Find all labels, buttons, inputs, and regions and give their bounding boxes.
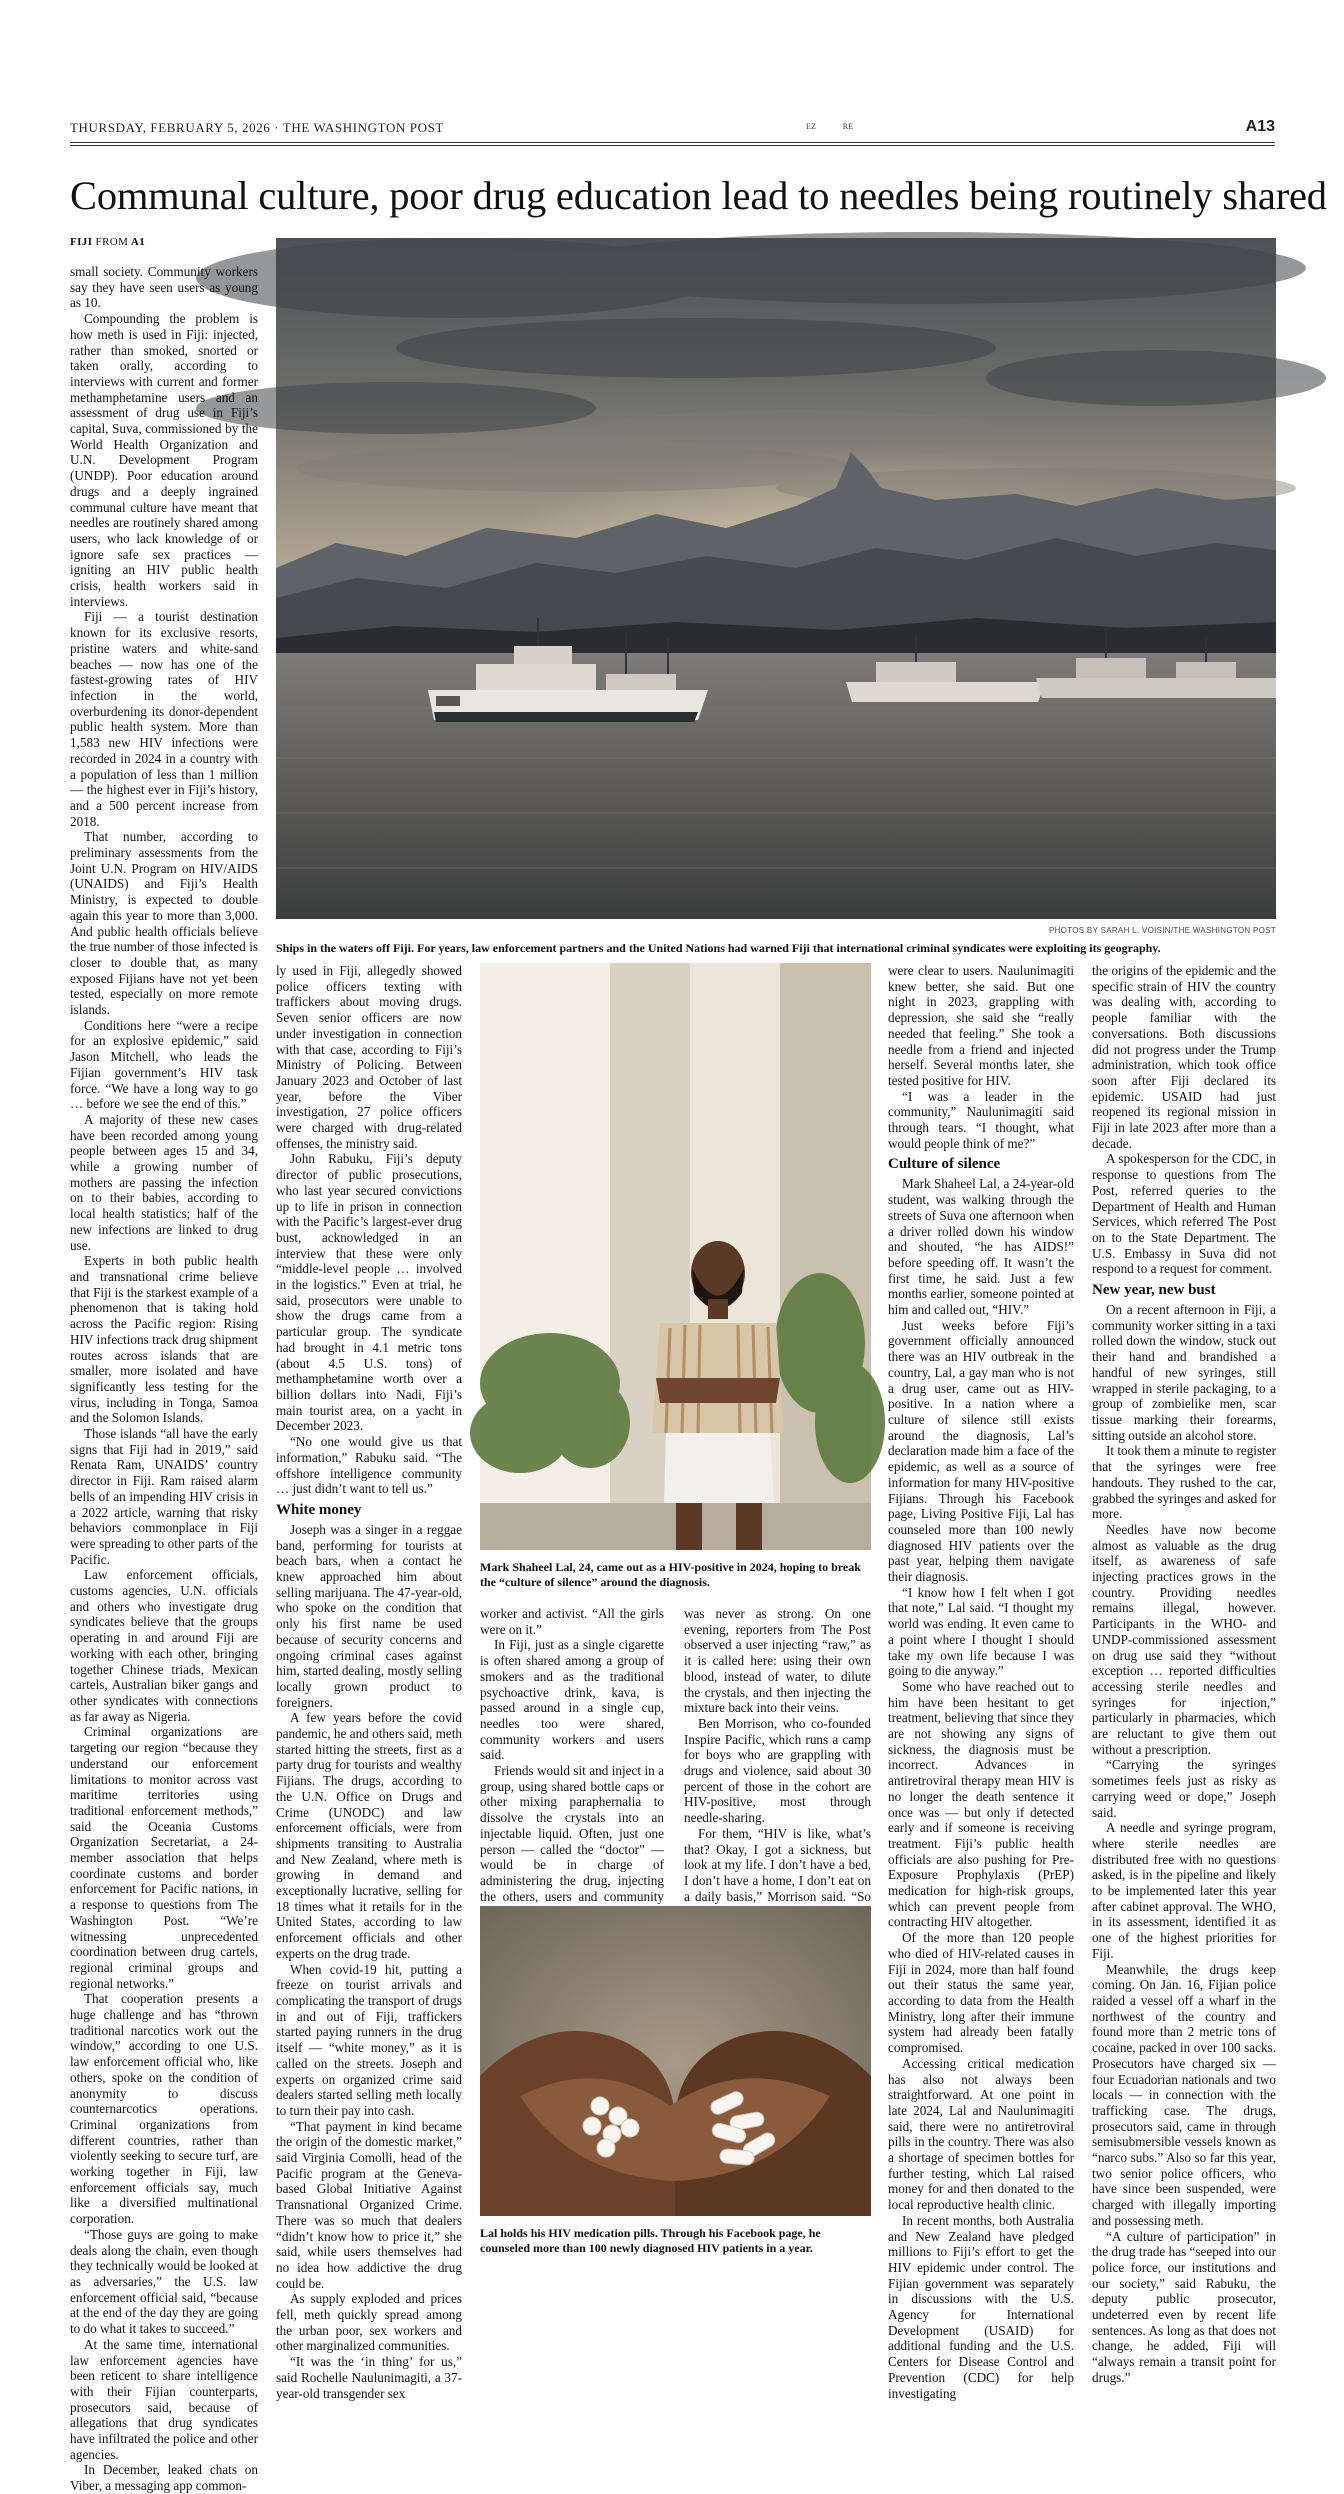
- paragraph: Criminal organizations are targeting our region “because they understand our enforcement limitations to monitor across vast maritime territories using traditional enforcement methods,” said the Oceania Customs Organization Secretariat, a 24-member association that helps coordinate customs and border enforcement for Pacific nations, in a response to questions from The Washington Post. “We’re witnessing unprecedented coordination between drug cartels, regional criminal groups and regional networks.”: [70, 1724, 258, 1991]
- paragraph: A spokesperson for the CDC, in response to questions from The Post, referred queries to the Department of Health and Human Services, which referred The Post on to the State Department. The U.S. Embassy in Suva did not respond to a request for comment.: [1092, 1151, 1276, 1277]
- folio-rule: [70, 145, 1275, 146]
- paragraph: Compounding the problem is how meth is used in Fiji: injected, rather than smoked, snorted or taken orally, according to interviews with current and former methamphetamine users and an assessment of drug use in Fiji’s capital, Suva, commissioned by the World Health Organization and U.N. Development Program (UNDP). Poor education around drugs and a deeply ingrained communal culture have meant that needles are routinely shared among users, who lack knowledge of or ignore safe sex practices — igniting an HIV public health crisis, health workers said in interviews.: [70, 311, 258, 609]
- folio-rule: [70, 142, 1275, 143]
- paragraph: A majority of these new cases have been recorded among young people between ages 15 and 34, while a growing number of mothers are passing the infection on to their babies, according to local health statistics; half of the new infections are linked to drug use.: [70, 1111, 258, 1253]
- paragraph: Meanwhile, the drugs keep coming. On Jan. 16, Fijian police raided a vessel off a wharf in the northwest of the country and found more than 2 metric tons of cocaine, packed in over 100 sacks. Prosecutors have charged six — four Ecuadorian nationals and two locals — in connection with the trafficking case. The drugs, prosecutors said, came in through semisubmersible vessels known as “narco subs.” Also so far this year, two senior police officers, who have since been suspended, were charged with illegally importing and possessing meth.: [1092, 1961, 1276, 2228]
- edition-mark: RE: [842, 122, 854, 131]
- edition-marks: [806, 122, 878, 131]
- headline: Communal culture, poor drug education lead to needles being routinely shared: [70, 173, 1327, 218]
- body-column-2: [276, 963, 462, 2401]
- paragraph: For them, “HIV is like, what’s that? Okay, I got a sickness, but look at my life. I don’t have a bed, I don’t have a home, I don’t eat on a daily basis,” Morrison said. “So: [684, 1825, 871, 1904]
- paragraph: Law enforcement officials, customs agencies, U.N. officials and others who investigate drug syndicates believe that the groups operating in and around Fiji are working with each other, bringing together Chinese triads, Mexican cartels, Australian biker gangs and other syndicates with connections as far away as Nigeria.: [70, 1567, 258, 1724]
- paragraph: Joseph was a singer in a reggae band, performing for tourists at beach bars, when a contact he knew approached him about selling marijuana. The 47-year-old, who spoke on the condition that only his first name be used because of security concerns and ongoing criminal cases against him, started dealing, mostly selling locally grown product to foreigners.: [276, 1521, 462, 1710]
- paragraph: Friends would sit and inject in a group, using shared bottle caps or other mixing paraphernalia to dissolve the crystals into an injectable liquid. Often, just one person — called the “doctor” — would be in charge of administering the drug, injecting the others, users and community: [480, 1763, 664, 1904]
- paragraph: Of the more than 120 people who died of HIV-related causes in Fiji in 2024, more than half found out their status the same year, according to data from the Health Ministry, long after their immune system had already been fatally compromised.: [888, 1930, 1074, 2056]
- paragraph: On a recent afternoon in Fiji, a community worker sitting in a taxi rolled down the window, stuck out their hand and brandished a handful of new syringes, still wrapped in sterile packaging, to a group of zombielike men, scar tissue marking their forearms, sitting outside an alcohol store.: [1092, 1302, 1276, 1443]
- paragraph: “Carrying the syringes sometimes feels just as risky as carrying weed or dope,” Joseph said.: [1092, 1757, 1276, 1820]
- body-column-1: [70, 264, 258, 2494]
- photo-credit: PHOTOS BY SARAH L. VOISIN/THE WASHINGTON POST: [1048, 926, 1276, 935]
- paragraph: Conditions here “were a recipe for an explosive epidemic,” said Jason Mitchell, who leads the Fijian government’s HIV task force. “We have a long way to go … before we see the end of this.”: [70, 1017, 258, 1112]
- paragraph: Just weeks before Fiji’s government officially announced there was an HIV outbreak in the country, Lal, a gay man who is not a drug user, came out as HIV-positive. In a nation where a culture of silence still exists around the diagnosis, Lal’s declaration made him a face of the epidemic, as well as a source of information for many HIV-positive Fijians. Through his Facebook page, Living Positive Fiji, Lal has counseled more than 100 newly diagnosed HIV patients over the past year, helping them navigate their diagnosis.: [888, 1317, 1074, 1585]
- paragraph: At the same time, international law enforcement agencies have been reticent to share intelligence with their Fijian counterparts, prosecutors said, because of allegations that drug syndicates have infiltrated the police and other agencies.: [70, 2336, 258, 2462]
- paragraph: That number, according to preliminary assessments from the Joint U.N. Program on HIV/AIDS (UNAIDS) and Fiji’s Health Ministry, is expected to double again this year to more than 3,000. And public health officials believe the true number of those infected is closer to double that, as many exposed Fijians have not yet been tested, especially on more remote islands.: [70, 829, 258, 1018]
- paragraph: worker and activist. “All the girls were on it.”: [480, 1606, 664, 1637]
- paragraph: was never as strong. On one evening, reporters from The Post observed a user injecting “raw,” as it is called here: using their own blood, instead of water, to dilute the crystals, and then injecting the mixture back into their veins.: [684, 1606, 871, 1716]
- page-number: A13: [1245, 118, 1275, 135]
- hands-pills-photo: [480, 1906, 871, 2216]
- paragraph: “It was the ‘in thing’ for us,” said Rochelle Naulunimagiti, a 37-year-old transgender sex: [276, 2354, 462, 2401]
- body-column-4: [684, 1606, 871, 1904]
- date-line: THURSDAY, FEBRUARY 5, 2026 · THE WASHINGTON POST: [70, 120, 444, 135]
- paragraph: A few years before the covid pandemic, he and others said, meth started hitting the streets, first as a party drug for tourists and wealthy Fijians. The drugs, according to the U.N. Office on Drugs and Crime (UNODC) and law enforcement officials, were from shipments transiting to Australia and New Zealand, where meth is growing in demand and exceptionally lucrative, selling for 18 times what it retails for in the United States, according to law enforcement officials and other experts on the drug trade.: [276, 1710, 462, 1961]
- paragraph: In Fiji, just as a single cigarette is often shared among a group of smokers and as the traditional psychoactive drink, kava, is passed around in a single cup, needles too were shared, community workers and users said.: [480, 1637, 664, 1763]
- paragraph: Needles have now become almost as valuable as the drug itself, as awareness of safe injecting practices grows in the country. Providing needles remains illegal, however. Participants in the WHO- and UNDP-commissioned assessment on drug use said they “without exception … reported difficulties accessing sterile needles and syringes for injection,” particularly in pharmacies, which are reluctant to give them out without a prescription.: [1092, 1521, 1276, 1757]
- paragraph: In December, leaked chats on Viber, a messaging app common-: [70, 2462, 258, 2494]
- paragraph: Ben Morrison, who co-founded Inspire Pacific, which runs a camp for boys who are grappling with drugs and violence, said about 30 percent of those in the cohort are HIV-positive, most through needle-sharing.: [684, 1715, 871, 1826]
- paragraph: John Rabuku, Fiji’s deputy director of public prosecutions, who last year secured convictions up to life in prison in connection with the Pacific’s largest-ever drug bust, acknowledged in an interview that these were only “middle-level people … involved in the logistics.” Even at trial, he said, prosecutors were unable to show the drugs came from a particular group. The syndicate had brought in 4.1 metric tons (about 4.5 U.S. tons) of methamphetamine worth over a billion dollars into Nadi, Fiji’s main tourist area, on a yacht in December 2023.: [276, 1151, 462, 1434]
- body-column-3: [480, 1606, 664, 1904]
- section-heading: Culture of silence: [888, 1156, 1001, 1173]
- ships-photo-caption: Ships in the waters off Fiji. For years, law enforcement partners and the United Nations had warned Fiji that international criminal syndicates were exploiting its geography.: [276, 941, 1161, 955]
- paragraph: were clear to users. Naulunimagiti knew better, she said. But one night in 2023, grappling with depression, she said she “really needed that feeling.” She took a needle from a friend and injected herself. Several months later, she tested positive for HIV.: [888, 963, 1074, 1088]
- paragraph: In recent months, both Australia and New Zealand have pledged millions to Fiji’s effort to get the HIV epidemic under control. The Fijian government was separately in discussions with the U.S. Agency for International Development (USAID) for additional funding and the U.S. Centers for Disease Control and Prevention (CDC) for help investigating: [888, 2212, 1074, 2401]
- portrait-photo: [480, 963, 871, 1550]
- body-column-5: [888, 963, 1074, 2401]
- ships-photo: [276, 238, 1276, 919]
- paragraph: “No one would give us that information,” Rabuku said. “The offshore intelligence community … just didn’t want to tell us.”: [276, 1434, 462, 1497]
- jump-slug: FIJI: [70, 236, 93, 248]
- hands-photo-caption: Lal holds his HIV medication pills. Through his Facebook page, he counseled more than 100 newly diagnosed HIV patients in a year.: [480, 2226, 821, 2255]
- paragraph: “A culture of participation” in the drug trade has “seeped into our police force, our institutions and our society,” said Rabuku, the deputy public prosecutor, undeterred even by recent life sentences. As long as that does not change, he added, Fiji will “always remain a transit point for drugs.”: [1092, 2228, 1276, 2385]
- portrait-photo-caption: Mark Shaheel Lal, 24, came out as a HIV-positive in 2024, hoping to break the “culture of silence” around the diagnosis.: [480, 1560, 861, 1589]
- paragraph: “I know how I felt when I got that note,” Lal said. “I thought my world was ending. It even came to a point where I thought I should take my own life because I was going to die anyway.”: [888, 1584, 1074, 1679]
- paragraph: That cooperation presents a huge challenge and has “thrown traditional narcotics work out the window,” according to one U.S. law enforcement official who, like others, spoke on the condition of anonymity to discuss counternarcotics operations. Criminal organizations from different countries, rather than violently seeking to secure turf, are working together in Fiji, law enforcement officials say, much like a diversified multinational corporation.: [70, 1991, 258, 2227]
- edition-mark: EZ: [806, 122, 817, 131]
- paragraph: “That payment in kind became the origin of the domestic market,” said Virginia Comolli, head of the Pacific program at the Geneva-based Global Initiative Against Transnational Organized Crime. There was so much that dealers “didn’t know how to price it,” she said, while users themselves had no idea how addictive the drug could be.: [276, 2118, 462, 2291]
- paragraph: It took them a minute to register that the syringes were free handouts. They rushed to the car, grabbed the syringes and asked for more.: [1092, 1443, 1276, 1522]
- paragraph: ly used in Fiji, allegedly showed police officers texting with traffickers about moving drugs. Seven senior officers are now under investigation in connection with that case, according to Fiji’s Ministry of Policing. Between January 2023 and October of last year, before the Viber investigation, 27 police officers were charged with drug-related offenses, the ministry said.: [276, 963, 462, 1151]
- paragraph: “Those guys are going to make deals along the chain, even though they technically would be looked at as adversaries,” the U.S. law enforcement official said, “because at the end of the day they are going to do what it takes to succeed.”: [70, 2226, 258, 2337]
- jump-line: [70, 236, 270, 248]
- paragraph: When covid-19 hit, putting a freeze on tourist arrivals and complicating the transport of drugs in and out of Fiji, traffickers started paying runners in the drug itself — “white money,” as it is called on the streets. Joseph and experts on organized crime said dealers started selling meth locally to turn their pay into cash.: [276, 1961, 462, 2118]
- jump-from: FROM: [95, 236, 129, 248]
- body-column-6: [1092, 963, 1276, 2385]
- paragraph: Accessing critical medication has also not always been straightforward. At one point in late 2024, Lal and Naulunimagiti said, there were no antiretroviral pills in the country. There was also a shortage of specimen bottles for further testing, which Lal raised money for and then donated to the local reproductive health clinic.: [888, 2055, 1074, 2213]
- folio: [70, 118, 1275, 138]
- paragraph: “I was a leader in the community,” Naulunimagiti said through tears. “I thought, what would people think of me?”: [888, 1088, 1074, 1151]
- jump-page: A1: [130, 236, 146, 248]
- paragraph: A needle and syringe program, where sterile needles are distributed free with no questions asked, is in the pipeline and likely to be implemented later this year after cabinet approval. The WHO, in its assessment, identified it as one of the highest priorities for Fiji.: [1092, 1820, 1276, 1961]
- paragraph: Some who have reached out to him have been hesitant to get treatment, believing that since they are not showing any signs of sickness, the diagnosis must be incorrect. Advances in antiretroviral therapy mean HIV is no longer the death sentence it once was — but only if detected early and if someone is receiving treatment. Fiji’s public health officials are also pushing for Pre-Exposure Prophylaxis (PrEP) medication for high-risk groups, which can prevent people from contracting HIV altogether.: [888, 1678, 1074, 1930]
- paragraph: Fiji — a tourist destination known for its exclusive resorts, pristine waters and white-sand beaches — now has one of the fastest-growing rates of HIV infection in the world, overburdening its donor-dependent public health system. More than 1,583 new HIV infections were recorded in 2024 in a country with a population of less than 1 million — the highest ever in Fiji’s history, and a 500 percent increase from 2018.: [70, 609, 258, 829]
- section-heading: White money: [276, 1501, 362, 1518]
- paragraph: Experts in both public health and transnational crime believe that Fiji is the starkest example of a phenomenon that is taking hold across the Pacific region: Rising HIV infections track drug shipment routes across islands that are smaller, more isolated and have significantly less testing for the virus, including in Tonga, Samoa and the Solomon Islands.: [70, 1253, 258, 1426]
- paragraph: As supply exploded and prices fell, meth quickly spread among the urban poor, sex workers and other marginalized communities.: [276, 2291, 462, 2354]
- paragraph: Those islands “all have the early signs that Fiji had in 2019,” said Renata Ram, UNAIDS’ country director in Fiji. Ram raised alarm bells of an impending HIV crisis in a 2022 article, warning that risky behaviors commonplace in Fiji were spreading to other parts of the Pacific.: [70, 1426, 258, 1567]
- paragraph: the origins of the epidemic and the specific strain of HIV the country was dealing with, according to people familiar with the conversations. Both discussions did not progress under the Trump administration, which took office soon after Fiji declared its epidemic. USAID had just reopened its regional mission in Fiji in late 2023 after more than a decade.: [1092, 963, 1276, 1151]
- paragraph: small society. Community workers say they have seen users as young as 10.: [70, 264, 258, 311]
- paragraph: Mark Shaheel Lal, a 24-year-old student, was walking through the streets of Suva one afternoon when a driver rolled down his window and shouted, “he has AIDS!” before speeding off. It wasn’t the first time, he said. Just a few months earlier, someone pointed at him and called out, “HIV.”: [888, 1176, 1074, 1318]
- section-heading: New year, new bust: [1092, 1282, 1216, 1299]
